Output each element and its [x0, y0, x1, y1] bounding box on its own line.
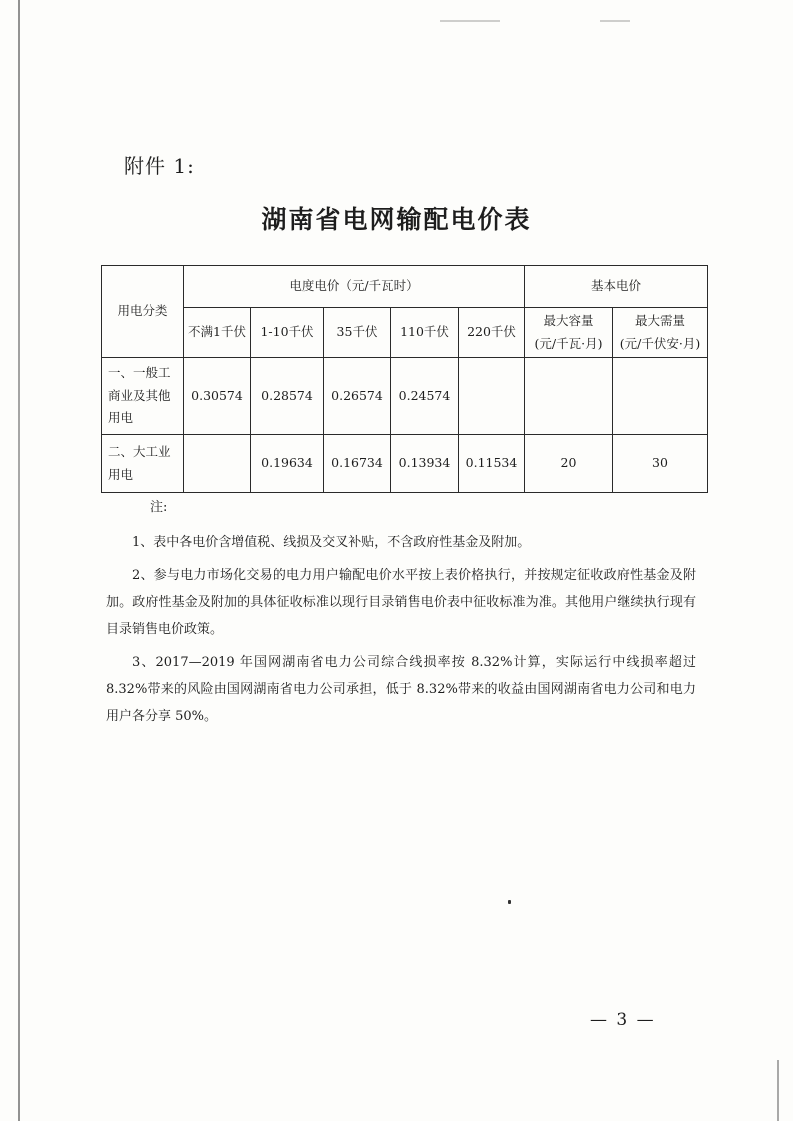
header-basic-price: 基本电价	[525, 266, 708, 308]
attachment-label: 附件 1:	[124, 154, 195, 178]
header-voltage: 110千伏	[391, 308, 459, 358]
table-cell: 0.19634	[251, 435, 324, 493]
header-max-capacity-name: 最大容量	[543, 313, 594, 328]
notes-heading: 注:	[150, 500, 168, 515]
table-cell: 0.30574	[184, 358, 251, 435]
table-row	[102, 435, 708, 493]
table-cell: 0.28574	[251, 358, 324, 435]
table-cell: 0.11534	[459, 435, 525, 493]
header-max-demand-unit: (元/千伏安·月)	[619, 335, 701, 351]
table-cell	[184, 435, 251, 493]
table-cell	[525, 358, 613, 435]
table-cell: 0.26574	[324, 358, 391, 435]
header-category: 用电分类	[102, 266, 184, 358]
header-max-capacity-unit: (元/千瓦·月)	[534, 335, 603, 351]
header-max-demand-name: 最大需量	[635, 313, 686, 328]
row-category: 一、一般工商业及其他用电	[102, 358, 184, 435]
scan-edge-left	[18, 0, 20, 1121]
scan-speck	[600, 20, 630, 22]
header-max-capacity	[525, 308, 613, 358]
header-voltage: 35千伏	[324, 308, 391, 358]
table-cell: 0.16734	[324, 435, 391, 493]
price-table	[101, 265, 708, 493]
header-energy-price: 电度电价（元/千瓦时）	[184, 266, 525, 308]
table-cell: 20	[525, 435, 613, 493]
page-title: 湖南省电网输配电价表	[261, 205, 532, 234]
table-cell: 30	[613, 435, 708, 493]
table-cell	[459, 358, 525, 435]
row-category: 二、大工业用电	[102, 435, 184, 493]
header-voltage: 1-10千伏	[251, 308, 324, 358]
table-cell: 0.13934	[391, 435, 459, 493]
note-item: 1、表中各电价含增值税、线损及交叉补贴，不含政府性基金及附加。	[132, 535, 531, 550]
scan-speck	[440, 20, 500, 22]
table-cell	[613, 358, 708, 435]
table-cell: 0.24574	[391, 358, 459, 435]
note-item: 2、参与电力市场化交易的电力用户输配电价水平按上表价格执行，并按规定征收政府性基金及附加。政府性基金及附加的具体征收标准以现行目录销售电价表中征收标准为准。其他用户继续执行现有目录销售电价政策。	[106, 568, 696, 637]
scan-speck	[508, 900, 511, 904]
page-number: — 3 —	[590, 1010, 656, 1030]
header-voltage: 220千伏	[459, 308, 525, 358]
header-voltage: 不满1千伏	[184, 308, 251, 358]
note-item: 3、2017—2019 年国网湖南省电力公司综合线损率按 8.32%计算，实际运行中线损率超过 8.32%带来的风险由国网湖南省电力公司承担，低于 8.32%带来的收益由国网湖南省电力公司和电力用户各分享 50%。	[106, 655, 696, 724]
table-row	[102, 358, 708, 435]
notes-section	[106, 494, 696, 736]
scan-edge-right	[777, 1060, 779, 1121]
header-max-demand	[613, 308, 708, 358]
